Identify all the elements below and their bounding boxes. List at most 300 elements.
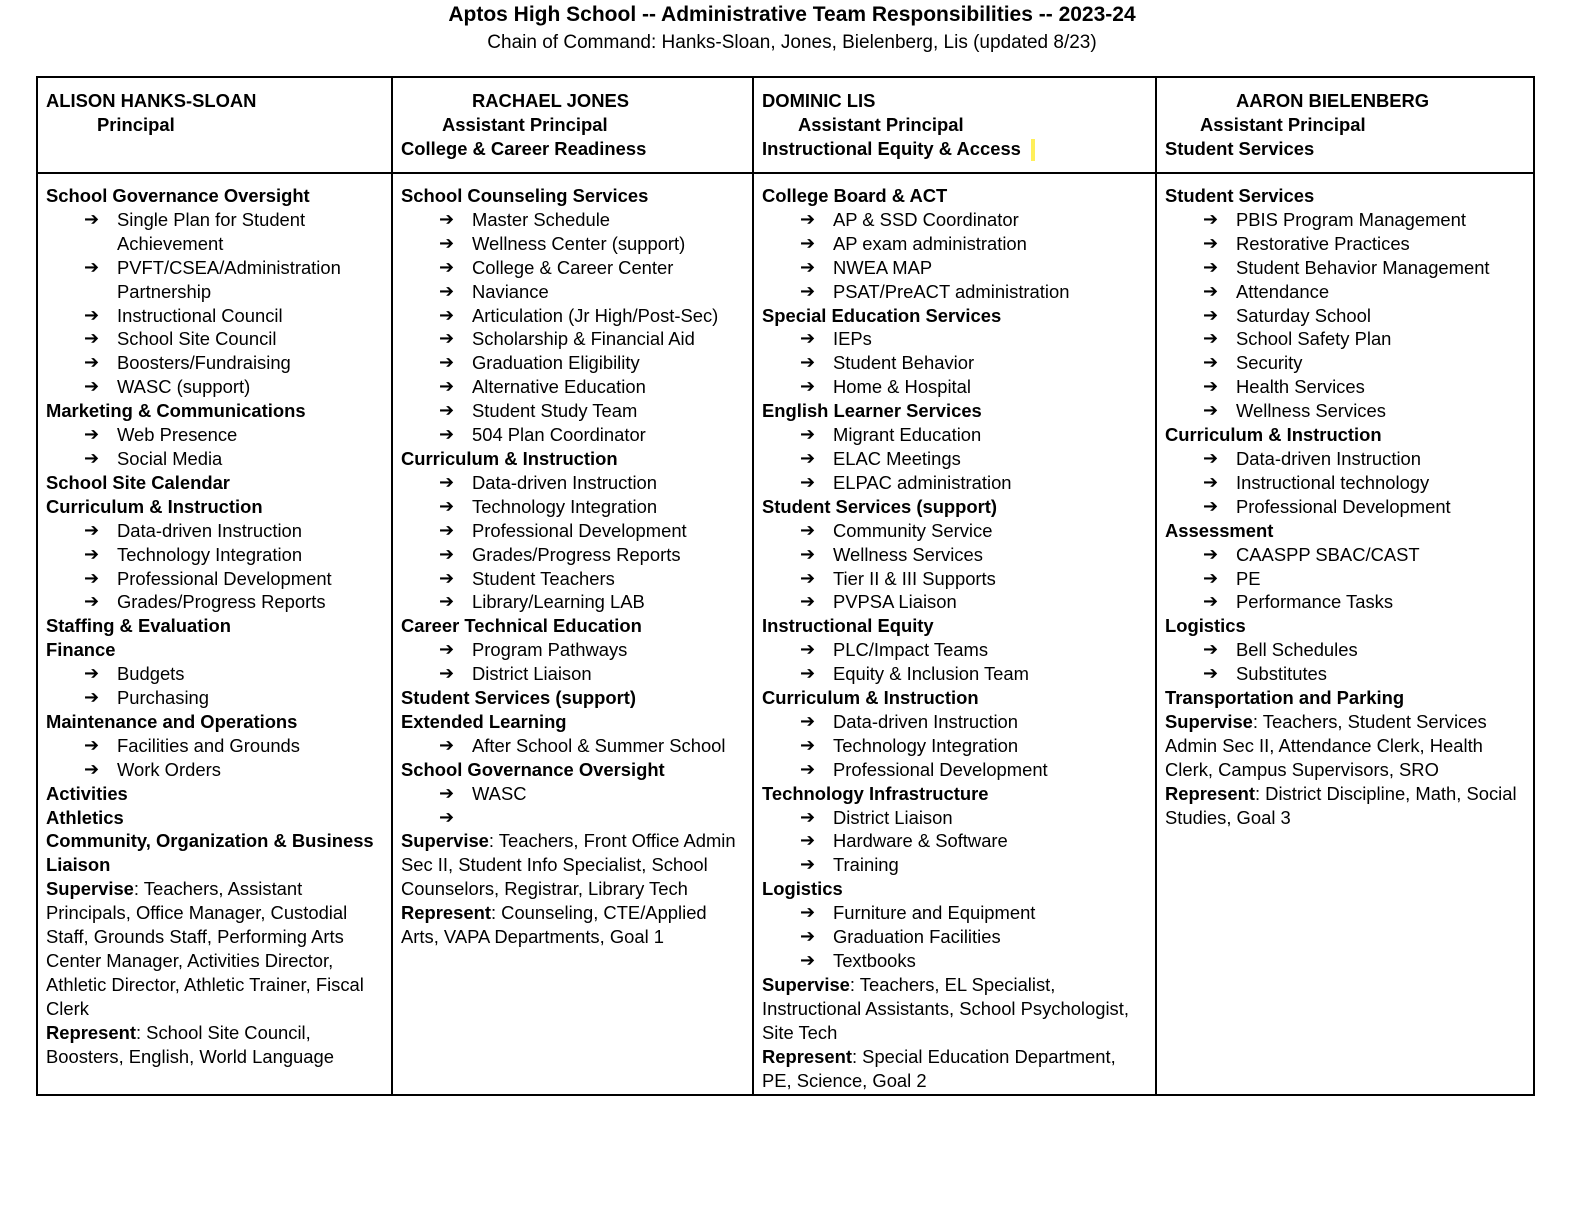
list-item-text: School Safety Plan: [1236, 328, 1392, 350]
list-item-text: PLC/Impact Teams: [833, 639, 989, 661]
list-item: [46, 423, 384, 447]
list-item-text: AP & SSD Coordinator: [833, 208, 1019, 230]
list-item: [46, 447, 384, 471]
section-heading: Assessment: [1165, 519, 1274, 541]
arrow-icon: ➔: [439, 567, 455, 588]
arrow-icon: ➔: [800, 376, 816, 397]
arrow-icon: ➔: [84, 447, 100, 468]
list-item-text: Community Service: [833, 519, 993, 541]
admin-focus-row: [762, 137, 1148, 161]
responsibilities-lis: [753, 173, 1156, 1095]
arrow-icon: ➔: [800, 854, 816, 875]
list-item: [762, 375, 1148, 399]
list-item: [401, 375, 745, 399]
list-item-text: Attendance: [1236, 280, 1330, 302]
list-item: [46, 590, 384, 614]
list-item: [1165, 351, 1526, 375]
section-heading: Logistics: [762, 878, 843, 900]
section-heading: Student Services: [1165, 185, 1315, 206]
list-item-text: Professional Development: [1236, 495, 1451, 517]
list-item: [46, 208, 384, 256]
list-item: [1165, 208, 1526, 232]
admin-name: ALISON HANKS-SLOAN: [46, 90, 257, 111]
section-heading: Finance: [46, 639, 116, 661]
list-item-text: Work Orders: [117, 758, 221, 780]
section-heading: Logistics: [1165, 615, 1246, 637]
arrow-icon: ➔: [800, 232, 816, 253]
list-item: [762, 256, 1148, 280]
list-item: [401, 638, 745, 662]
section-heading: Transportation and Parking: [1165, 687, 1405, 709]
list-item-text: IEPs: [833, 328, 872, 350]
arrow-icon: ➔: [800, 806, 816, 827]
arrow-icon: ➔: [800, 663, 816, 684]
list-item-text: Technology Integration: [117, 543, 303, 565]
admin-name: RACHAEL JONES: [472, 90, 630, 111]
list-item: [762, 853, 1148, 877]
arrow-icon: ➔: [1203, 543, 1219, 564]
arrow-icon: ➔: [439, 734, 455, 755]
admin-name: AARON BIELENBERG: [1236, 90, 1430, 111]
list-item: [46, 256, 384, 304]
arrow-icon: ➔: [1203, 352, 1219, 373]
represent-text: [46, 1021, 384, 1069]
header-cell-hanks-sloan: [37, 77, 392, 173]
list-item: [401, 232, 745, 256]
highlight-mark: [1031, 139, 1035, 161]
list-item: [762, 829, 1148, 853]
supervise-value: : Teachers, EL Specialist, Instructional Assistants, School Psychologist, Site Tech: [762, 973, 1129, 1043]
list-item-text: Purchasing: [117, 687, 210, 709]
arrow-icon: ➔: [800, 447, 816, 468]
arrow-icon: ➔: [800, 639, 816, 660]
list-item-text: ELPAC administration: [833, 471, 1012, 493]
list-item-text: Social Media: [117, 447, 223, 469]
represent-value: : Special Education Department, PE, Science, Goal 2: [762, 1045, 1116, 1091]
arrow-icon: ➔: [84, 208, 100, 229]
arrow-icon: ➔: [1203, 208, 1219, 229]
list-item: [401, 590, 745, 614]
arrow-icon: ➔: [439, 376, 455, 397]
list-item-text: Professional Development: [117, 567, 332, 589]
list-item: [1165, 638, 1526, 662]
admin-role: Assistant Principal: [798, 113, 964, 135]
list-item-text: Health Services: [1236, 376, 1365, 398]
list-item-text: Migrant Education: [833, 424, 982, 446]
section-heading: Special Education Services: [762, 304, 1002, 326]
list-item-text: Master Schedule: [472, 208, 611, 230]
represent-label: Represent: [1165, 782, 1255, 804]
arrow-icon: ➔: [439, 663, 455, 684]
list-item-text: PVPSA Liaison: [833, 591, 957, 613]
arrow-icon: ➔: [84, 352, 100, 373]
section-heading: English Learner Services: [762, 400, 982, 422]
arrow-icon: ➔: [84, 304, 100, 325]
list-item: [762, 423, 1148, 447]
section-heading: Curriculum & Instruction: [762, 687, 979, 709]
represent-value: : District Discipline, Math, Social Studies, Goal 3: [1165, 782, 1517, 828]
list-item: [401, 734, 745, 758]
arrow-icon: ➔: [800, 591, 816, 612]
list-item-text: Web Presence: [117, 424, 238, 446]
represent-label: Represent: [401, 902, 491, 924]
list-item-text: Single Plan for Student Achievement: [117, 208, 306, 254]
list-item: [401, 806, 745, 830]
list-item: [762, 590, 1148, 614]
list-item: [762, 567, 1148, 591]
arrow-icon: ➔: [1203, 639, 1219, 660]
list-item-text: Home & Hospital: [833, 376, 971, 398]
list-item: [1165, 375, 1526, 399]
list-item: [1165, 399, 1526, 423]
list-item-text: Professional Development: [472, 519, 687, 541]
arrow-icon: ➔: [439, 543, 455, 564]
arrow-icon: ➔: [800, 280, 816, 301]
list-item-text: Wellness Center (support): [472, 232, 686, 254]
list-item-text: CAASPP SBAC/CAST: [1236, 543, 1420, 565]
arrow-icon: ➔: [439, 782, 455, 803]
arrow-icon: ➔: [439, 256, 455, 277]
section-heading: Curriculum & Instruction: [1165, 424, 1382, 446]
list-item: [401, 327, 745, 351]
section-heading: Career Technical Education: [401, 615, 642, 637]
list-item-text: Technology Integration: [833, 734, 1019, 756]
list-item: [46, 543, 384, 567]
arrow-icon: ➔: [800, 830, 816, 851]
list-item-text: Instructional Council: [117, 304, 283, 326]
list-item-text: Student Teachers: [472, 567, 615, 589]
list-item-text: Performance Tasks: [1236, 591, 1394, 613]
header-cell-lis: [753, 77, 1156, 173]
section-heading: Technology Infrastructure: [762, 782, 989, 804]
admin-focus: College & Career Readiness: [401, 137, 647, 159]
arrow-icon: ➔: [439, 519, 455, 540]
admin-name: DOMINIC LIS: [762, 90, 876, 111]
arrow-icon: ➔: [800, 902, 816, 923]
supervise-label: Supervise: [762, 973, 850, 995]
represent-text: [762, 1045, 1148, 1093]
section-heading: Athletics: [46, 806, 124, 828]
list-item: [1165, 327, 1526, 351]
admin-role: Principal: [97, 113, 175, 135]
list-item-text: Hardware & Software: [833, 830, 1008, 852]
section-heading: Staffing & Evaluation: [46, 615, 231, 637]
arrow-icon: ➔: [1203, 304, 1219, 325]
header-cell-bielenberg: [1156, 77, 1534, 173]
list-item-text: Graduation Eligibility: [472, 352, 640, 374]
list-item-text: Data-driven Instruction: [472, 471, 658, 493]
arrow-icon: ➔: [1203, 232, 1219, 253]
list-item: [1165, 232, 1526, 256]
arrow-icon: ➔: [84, 687, 100, 708]
list-item-text: Bell Schedules: [1236, 639, 1358, 661]
represent-value: : School Site Council, Boosters, English, World Language: [46, 1021, 334, 1067]
list-item-text: Data-driven Instruction: [833, 710, 1019, 732]
represent-text: [401, 901, 745, 949]
section-heading: Student Services (support): [401, 687, 637, 709]
supervise-value: : Teachers, Front Office Admin Sec II, Student Info Specialist, School Counselors, Registrar, Library Tech: [401, 830, 736, 900]
arrow-icon: ➔: [800, 734, 816, 755]
list-item: [762, 519, 1148, 543]
section-heading: School Counseling Services: [401, 185, 649, 206]
list-item-text: District Liaison: [472, 663, 592, 685]
list-item: [1165, 543, 1526, 567]
page-title: Aptos High School -- Administrative Team Responsibilities -- 2023-24: [448, 3, 1136, 26]
list-item: [401, 662, 745, 686]
list-item-text: Data-driven Instruction: [117, 519, 303, 541]
list-item: [762, 543, 1148, 567]
arrow-icon: ➔: [84, 591, 100, 612]
list-item: [401, 567, 745, 591]
list-item: [1165, 662, 1526, 686]
arrow-icon: ➔: [439, 639, 455, 660]
body-row: [37, 173, 1534, 1095]
section-heading: School Governance Oversight: [46, 185, 310, 206]
section-heading: Activities: [46, 782, 128, 804]
list-item: [762, 925, 1148, 949]
supervise-value: : Teachers, Student Services Admin Sec II, Attendance Clerk, Health Clerk, Campus Supervisors, SRO: [1165, 710, 1487, 780]
list-item-text: Student Behavior: [833, 352, 975, 374]
list-item: [762, 806, 1148, 830]
list-item-text: ELAC Meetings: [833, 447, 961, 469]
admin-focus: Student Services: [1165, 137, 1315, 159]
section-heading: Curriculum & Instruction: [401, 447, 618, 469]
list-item-text: Grades/Progress Reports: [472, 543, 681, 565]
arrow-icon: ➔: [439, 232, 455, 253]
list-item: [46, 734, 384, 758]
list-item-text: Technology Integration: [472, 495, 658, 517]
list-item: [762, 949, 1148, 973]
arrow-icon: ➔: [800, 758, 816, 779]
list-item-text: Saturday School: [1236, 304, 1371, 326]
represent-text: [1165, 782, 1526, 830]
list-item: [762, 447, 1148, 471]
section-heading: Marketing & Communications: [46, 400, 306, 422]
list-item: [1165, 471, 1526, 495]
arrow-icon: ➔: [1203, 376, 1219, 397]
list-item-text: Substitutes: [1236, 663, 1327, 685]
list-item-text: After School & Summer School: [472, 734, 726, 756]
list-item-text: AP exam administration: [833, 232, 1027, 254]
list-item: [762, 638, 1148, 662]
list-item: [401, 495, 745, 519]
list-item-text: 504 Plan Coordinator: [472, 424, 646, 446]
list-item: [401, 351, 745, 375]
list-item: [46, 662, 384, 686]
list-item: [1165, 495, 1526, 519]
list-item-text: PVFT/CSEA/Administration Partnership: [117, 256, 341, 302]
list-item: [1165, 567, 1526, 591]
section-heading: Maintenance and Operations: [46, 710, 298, 732]
list-item-text: Student Study Team: [472, 400, 638, 422]
list-item: [401, 256, 745, 280]
arrow-icon: ➔: [84, 519, 100, 540]
arrow-icon: ➔: [439, 352, 455, 373]
list-item: [762, 710, 1148, 734]
list-item-text: Alternative Education: [472, 376, 646, 398]
list-item: [762, 758, 1148, 782]
section-heading: Community, Organization & Business Liaison: [46, 830, 374, 876]
arrow-icon: ➔: [1203, 591, 1219, 612]
list-item-text: WASC: [472, 782, 527, 804]
list-item: [401, 399, 745, 423]
arrow-icon: ➔: [800, 208, 816, 229]
list-item: [1165, 590, 1526, 614]
responsibilities-bielenberg: [1156, 173, 1534, 1095]
arrow-icon: ➔: [800, 543, 816, 564]
arrow-icon: ➔: [800, 424, 816, 445]
arrow-icon: ➔: [1203, 447, 1219, 468]
arrow-icon: ➔: [439, 304, 455, 325]
list-item: [762, 232, 1148, 256]
admin-role: Assistant Principal: [1200, 113, 1366, 135]
section-heading: Instructional Equity: [762, 615, 934, 637]
section-heading: School Site Calendar: [46, 471, 230, 493]
arrow-icon: ➔: [84, 758, 100, 779]
list-item-text: [472, 807, 477, 828]
list-item: [46, 351, 384, 375]
list-item-text: Articulation (Jr High/Post-Sec): [472, 304, 719, 326]
section-heading: Curriculum & Instruction: [46, 495, 263, 517]
list-item-text: District Liaison: [833, 806, 953, 828]
list-item-text: Training: [833, 854, 899, 876]
list-item-text: Wellness Services: [833, 543, 983, 565]
list-item: [46, 375, 384, 399]
section-heading: College Board & ACT: [762, 185, 948, 206]
arrow-icon: ➔: [439, 280, 455, 301]
list-item-text: Textbooks: [833, 950, 916, 971]
list-item-text: Data-driven Instruction: [1236, 447, 1422, 469]
header-cell-jones: [392, 77, 753, 173]
represent-label: Represent: [46, 1021, 136, 1043]
supervise-text: [1165, 710, 1526, 782]
supervise-value: : Teachers, Assistant Principals, Office Manager, Custodial Staff, Grounds Staff, Performing Arts Center Manager, Activities Director, Athletic Director, Athletic Trainer, Fiscal Clerk: [46, 878, 364, 1019]
section-heading: Student Services (support): [762, 495, 998, 517]
arrow-icon: ➔: [800, 926, 816, 947]
arrow-icon: ➔: [800, 519, 816, 540]
arrow-icon: ➔: [439, 400, 455, 421]
list-item-text: Graduation Facilities: [833, 926, 1001, 948]
arrow-icon: ➔: [1203, 328, 1219, 349]
list-item: [401, 543, 745, 567]
list-item-text: Boosters/Fundraising: [117, 352, 291, 374]
represent-label: Represent: [762, 1045, 852, 1067]
arrow-icon: ➔: [439, 591, 455, 612]
list-item-text: School Site Council: [117, 328, 277, 350]
arrow-icon: ➔: [1203, 400, 1219, 421]
list-item-text: PE: [1236, 567, 1261, 589]
list-item: [46, 327, 384, 351]
arrow-icon: ➔: [84, 424, 100, 445]
arrow-icon: ➔: [439, 495, 455, 516]
list-item: [46, 304, 384, 328]
arrow-icon: ➔: [1203, 256, 1219, 277]
list-item-text: PSAT/PreACT administration: [833, 280, 1070, 302]
arrow-icon: ➔: [1203, 471, 1219, 492]
list-item-text: Library/Learning LAB: [472, 591, 645, 613]
arrow-icon: ➔: [439, 806, 455, 827]
list-item: [762, 734, 1148, 758]
list-item: [46, 567, 384, 591]
list-item: [1165, 447, 1526, 471]
supervise-label: Supervise: [401, 830, 489, 852]
arrow-icon: ➔: [800, 567, 816, 588]
list-item: [401, 304, 745, 328]
arrow-icon: ➔: [1203, 567, 1219, 588]
arrow-icon: ➔: [439, 208, 455, 229]
supervise-text: [401, 829, 745, 901]
list-item-text: Scholarship & Financial Aid: [472, 328, 695, 350]
represent-value: : Counseling, CTE/Applied Arts, VAPA Departments, Goal 1: [401, 902, 707, 948]
list-item: [1165, 280, 1526, 304]
list-item-text: Wellness Services: [1236, 400, 1386, 422]
arrow-icon: ➔: [84, 663, 100, 684]
list-item: [46, 758, 384, 782]
list-item: [46, 686, 384, 710]
arrow-icon: ➔: [439, 328, 455, 349]
arrow-icon: ➔: [84, 256, 100, 277]
list-item-text: Program Pathways: [472, 639, 628, 661]
list-item: [762, 327, 1148, 351]
arrow-icon: ➔: [1203, 280, 1219, 301]
arrow-icon: ➔: [84, 376, 100, 397]
list-item: [762, 662, 1148, 686]
list-item: [401, 280, 745, 304]
list-item-text: Security: [1236, 352, 1303, 374]
list-item-text: Instructional technology: [1236, 471, 1430, 493]
list-item-text: Student Behavior Management: [1236, 256, 1490, 278]
list-item-text: Naviance: [472, 280, 549, 302]
arrow-icon: ➔: [800, 256, 816, 277]
supervise-text: [46, 877, 384, 1020]
list-item: [762, 351, 1148, 375]
section-heading: School Governance Oversight: [401, 758, 665, 780]
arrow-icon: ➔: [84, 734, 100, 755]
list-item: [762, 280, 1148, 304]
list-item-text: Budgets: [117, 663, 185, 685]
responsibilities-hanks-sloan: [37, 173, 392, 1095]
section-heading: Extended Learning: [401, 710, 567, 732]
list-item-text: Equity & Inclusion Team: [833, 663, 1029, 685]
list-item-text: Professional Development: [833, 758, 1048, 780]
list-item: [762, 901, 1148, 925]
list-item: [762, 208, 1148, 232]
list-item: [762, 471, 1148, 495]
list-item-text: Furniture and Equipment: [833, 902, 1036, 924]
supervise-text: [762, 973, 1148, 1045]
list-item: [401, 782, 745, 806]
header-row: [37, 77, 1534, 173]
arrow-icon: ➔: [800, 950, 816, 970]
list-item: [46, 519, 384, 543]
list-item-text: PBIS Program Management: [1236, 208, 1466, 230]
arrow-icon: ➔: [800, 471, 816, 492]
arrow-icon: ➔: [84, 543, 100, 564]
list-item-text: College & Career Center: [472, 256, 674, 278]
arrow-icon: ➔: [84, 567, 100, 588]
arrow-icon: ➔: [439, 424, 455, 445]
list-item: [401, 519, 745, 543]
admin-focus: Instructional Equity & Access: [762, 137, 1021, 159]
list-item-text: Restorative Practices: [1236, 232, 1410, 254]
list-item: [401, 423, 745, 447]
arrow-icon: ➔: [800, 710, 816, 731]
list-item-text: NWEA MAP: [833, 256, 933, 278]
arrow-icon: ➔: [439, 471, 455, 492]
list-item-text: WASC (support): [117, 376, 251, 398]
arrow-icon: ➔: [1203, 495, 1219, 516]
list-item-text: Grades/Progress Reports: [117, 591, 326, 613]
